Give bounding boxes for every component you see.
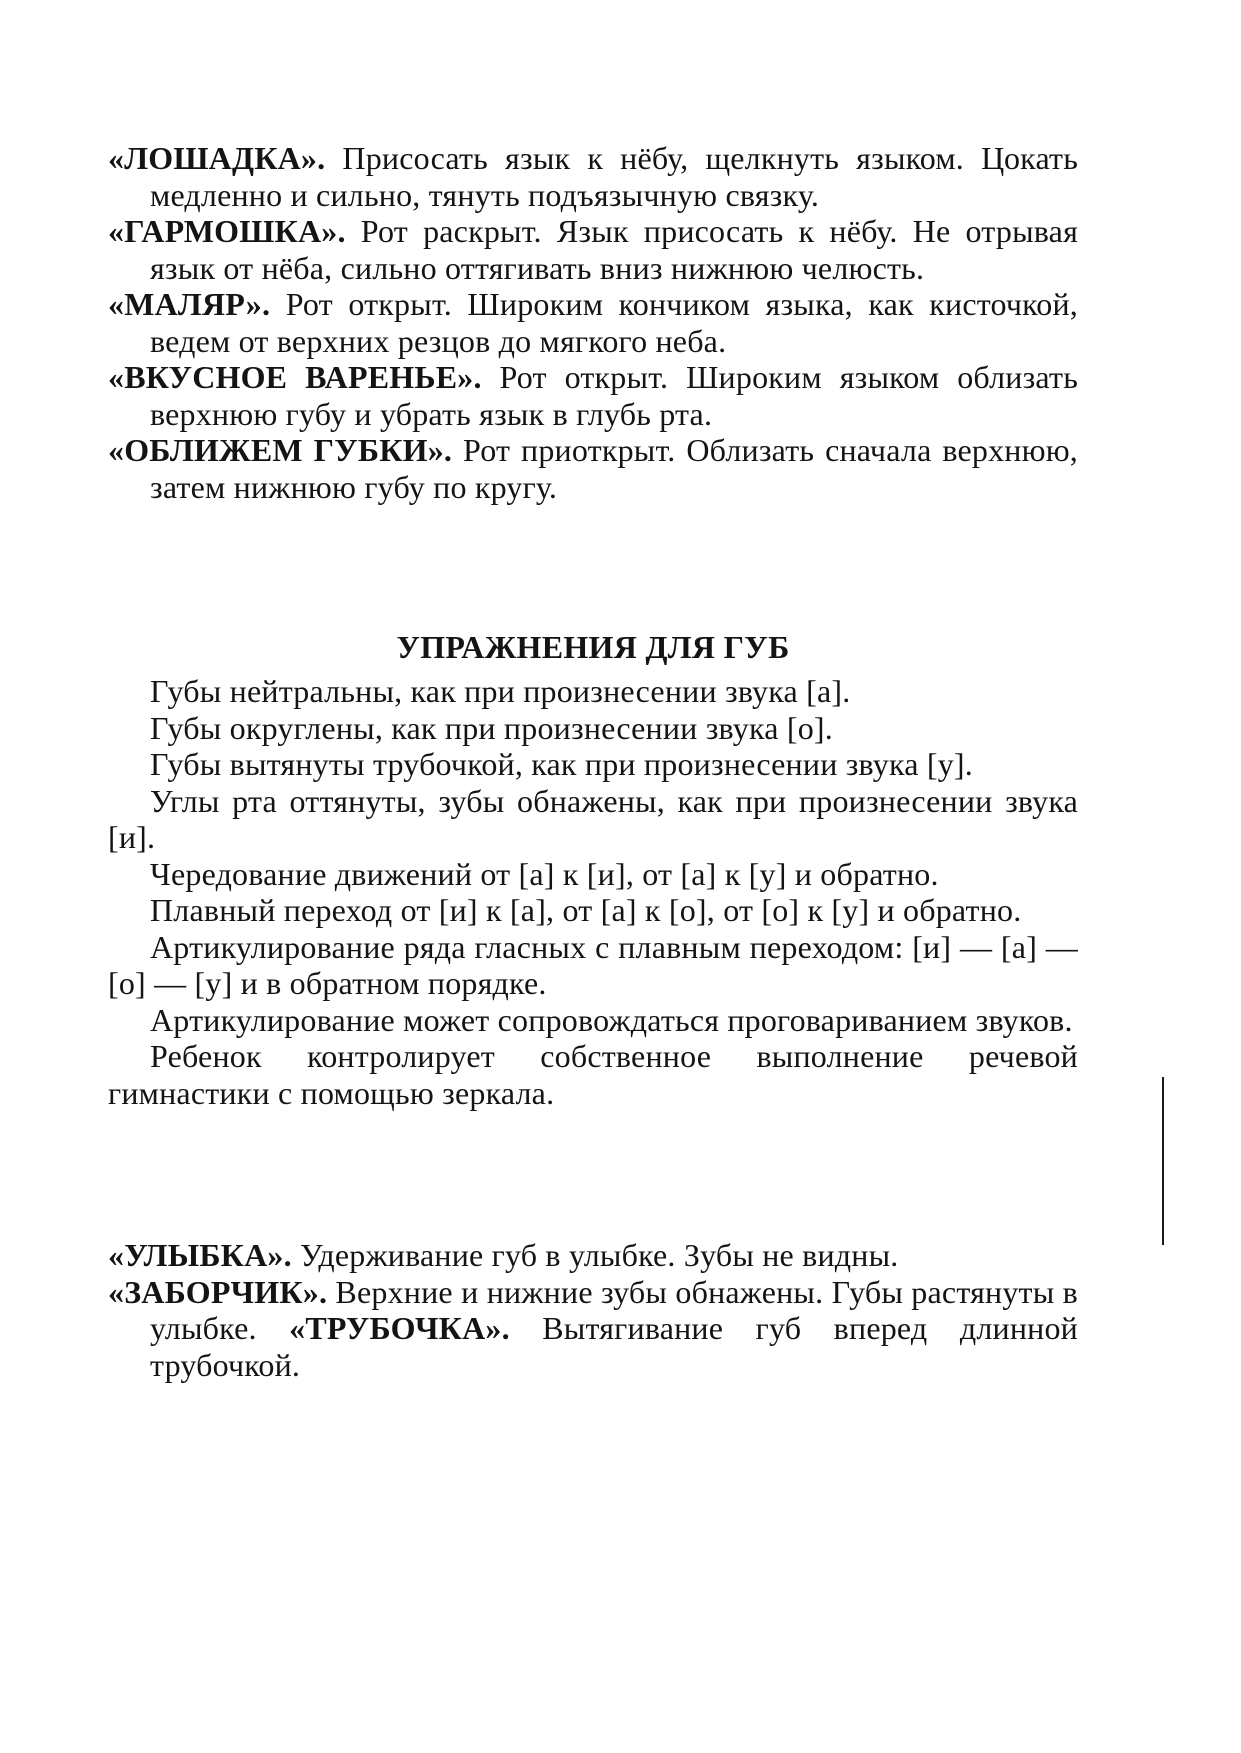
exercise-term: «ВКУСНОЕ ВАРЕНЬЕ».	[108, 359, 482, 395]
paragraph: Губы вытянуты трубочкой, как при произнесении звука [у].	[150, 746, 973, 782]
paragraph: Артикулирование может сопровождаться проговариванием звуков.	[150, 1001, 1073, 1038]
tongue-exercises-list	[108, 140, 1078, 505]
page	[108, 140, 1079, 1383]
margin-rule	[1162, 1077, 1164, 1245]
exercise-text: Присосать язык к нёбу, щелкнуть языком. Цокать медленно и сильно, тянуть подъязычную связку.	[150, 140, 1078, 213]
lips-description	[108, 673, 1078, 1111]
exercise-smile	[108, 1237, 1078, 1274]
exercise-text: Рот приоткрыт. Облизать сначала верхнюю, затем нижнюю губу по кругу.	[150, 432, 1079, 505]
paragraph: Углы рта оттянуты, зубы обнажены, как при произнесении звука [и].	[108, 782, 1078, 855]
exercise-text: Удерживание губ в улыбке. Зубы не видны.	[291, 1237, 899, 1273]
exercise-text: Рот открыт. Широким кончиком языка, как кисточкой, ведем от верхних резцов до мягкого неба.	[150, 286, 1078, 359]
paragraph: Плавный переход от [и] к [а], от [а] к [о], от [о] к [у] и обратно.	[150, 892, 1022, 928]
exercise-term: «ЗАБОРЧИК».	[108, 1273, 328, 1310]
exercise-text: Вытягивание губ вперед длинной трубочкой.	[150, 1310, 1078, 1383]
exercise-text: Верхние и нижние зубы обнажены. Губы растянуты в улыбке.	[150, 1273, 1078, 1346]
exercise-text: Рот открыт. Широким языком облизать верхнюю губу и убрать язык в глубь рта.	[150, 359, 1078, 432]
exercise-term: «ГАРМОШКА».	[108, 213, 346, 249]
exercise-fence	[108, 1274, 1078, 1384]
paragraph: Губы нейтральны, как при произнесении звука [а].	[150, 673, 851, 709]
lips-exercises-list	[108, 1237, 1078, 1383]
exercise-lick-lips	[108, 432, 1078, 505]
exercise-accordion	[108, 213, 1078, 286]
paragraph: Артикулирование ряда гласных с плавным переходом: [и] — [а] — [о] — [у] и в обратном порядке.	[108, 928, 1078, 1001]
exercise-text: Рот раскрыт. Язык присосать к нёбу. Не отрывая язык от нёба, сильно оттягивать вниз нижнюю челюсть.	[150, 213, 1078, 286]
section-title: УПРАЖНЕНИЯ ДЛЯ ГУБ	[396, 629, 790, 665]
exercise-jam	[108, 359, 1078, 432]
exercise-term: «УЛЫБКА».	[108, 1237, 292, 1273]
exercise-term: «МАЛЯР».	[108, 286, 271, 322]
exercise-painter	[108, 286, 1078, 359]
paragraph: Ребенок контролирует собственное выполнение речевой гимнастики с помощью зеркала.	[108, 1038, 1078, 1111]
exercise-term: «ТРУБОЧКА».	[289, 1310, 510, 1346]
exercise-term: «ОБЛИЖЕМ ГУБКИ».	[108, 432, 453, 468]
exercise-horse	[108, 140, 1078, 213]
paragraph: Чередование движений от [а] к [и], от [а] к [у] и обратно.	[150, 855, 939, 892]
exercise-term: «ЛОШАДКА».	[108, 140, 326, 176]
paragraph: Губы округлены, как при произнесении звука [о].	[150, 709, 833, 746]
